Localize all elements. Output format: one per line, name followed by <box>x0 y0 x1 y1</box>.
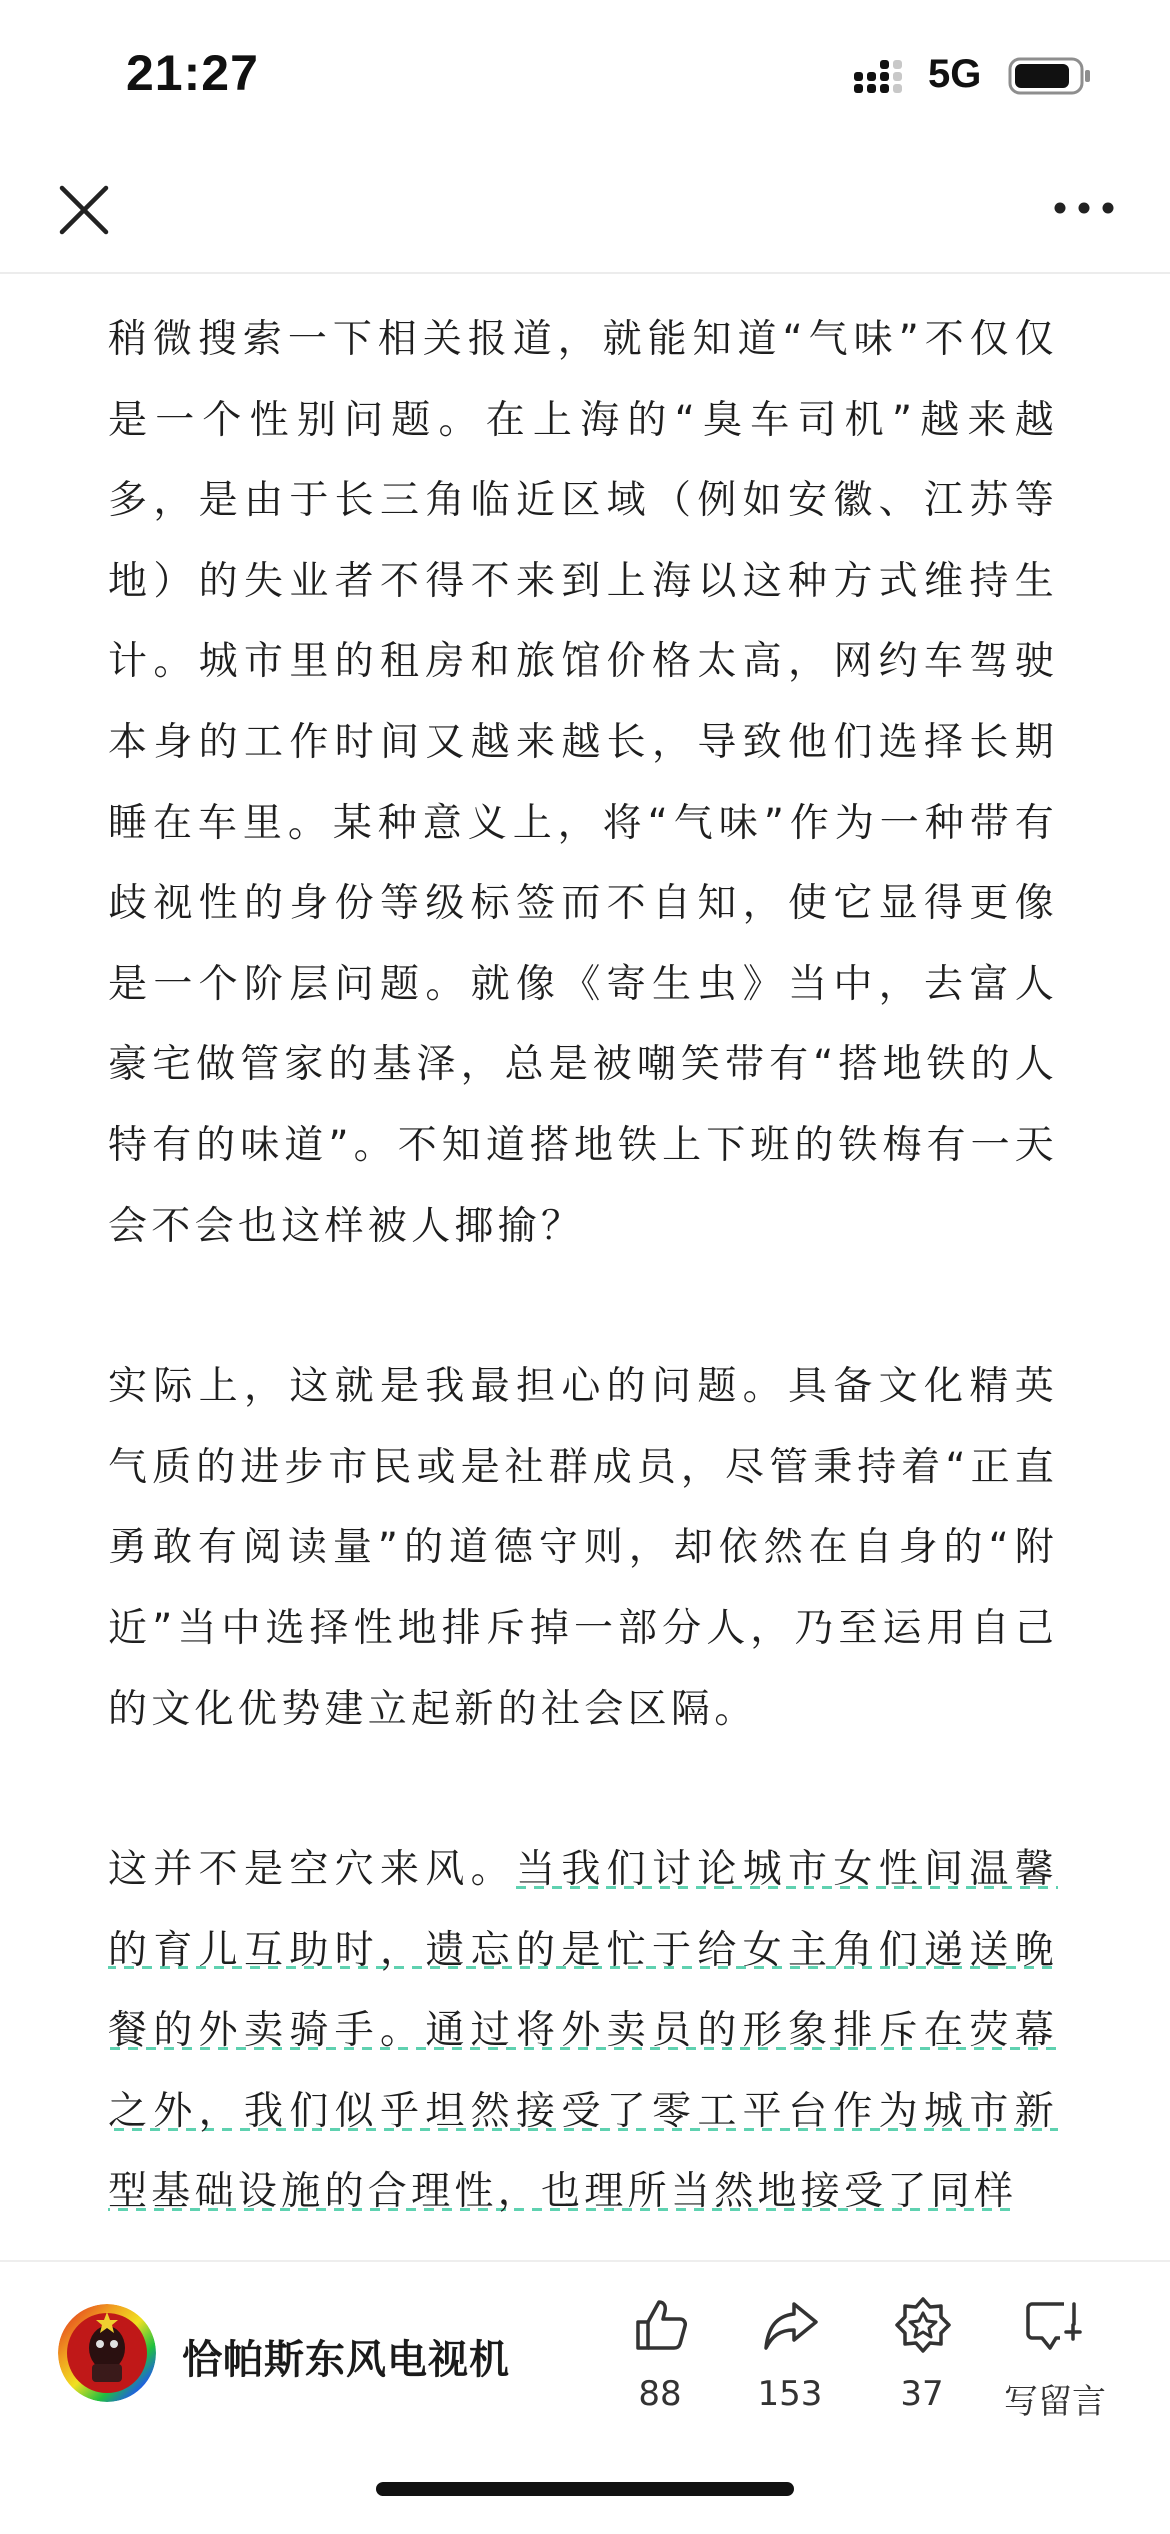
network-label: 5G <box>928 52 982 96</box>
share-count: 153 <box>757 2374 823 2414</box>
article-body <box>108 300 1058 2313</box>
like-button[interactable] <box>600 2296 720 2436</box>
author-name[interactable]: 恰帕斯东风电视机 <box>182 2337 510 2383</box>
thumbs-up-icon <box>632 2296 690 2354</box>
paragraph-3-plain-text: 这并不是空穴来风。 <box>108 1847 517 1893</box>
highlighted-text[interactable]: 当我们讨论城市女性间温馨的育儿互助时，遗忘的是忙于给女主角们递送晚餐的外卖骑手。通过将外卖员的形象排斥在荧幕之外，我们似乎坦然接受了零工平台作为城市新型基础设施的合理性，也理所当然地接受了同样 <box>108 1847 1058 2215</box>
write-comment-label: 写留言 <box>1004 2382 1106 2422</box>
share-button[interactable] <box>730 2296 850 2436</box>
signal-icon <box>852 56 908 96</box>
article-paragraph-3 <box>108 1830 1058 2233</box>
article-paragraph-1: 稍微搜索一下相关报道，就能知道“气味”不仅仅是一个性别问题。在上海的“臭车司机”越来越多，是由于长三角临近区域（例如安徽、江苏等地）的失业者不得不来到上海以这种方式维持生计。城市里的租房和旅馆价格太高，网约车驾驶本身的工作时间又越来越长，导致他们选择长期睡在车里。某种意义上，将“气味”作为一种带有歧视性的身份等级标签而不自知，使它显得更像是一个阶层问题。就像《寄生虫》当中，去富人豪宅做管家的基泽，总是被嘲笑带有“搭地铁的人特有的味道”。不知道搭地铁上下班的铁梅有一天会不会也这样被人揶揄？ <box>108 317 1058 1249</box>
avatar-image <box>58 2304 156 2402</box>
status-time: 21:27 <box>126 45 259 101</box>
recommend-icon <box>894 2296 952 2354</box>
write-comment-button[interactable] <box>992 2296 1118 2436</box>
recommend-button[interactable] <box>862 2296 982 2436</box>
nav-bar <box>0 150 1170 274</box>
more-icon[interactable] <box>1052 194 1116 222</box>
article-paragraph-2: 实际上，这就是我最担心的问题。具备文化精英气质的进步市民或是社群成员，尽管秉持着“正直勇敢有阅读量”的道德守则，却依然在自身的“附近”当中选择性地排斥掉一部分人，乃至运用自己的文化优势建立起新的社会区隔。 <box>108 1364 1058 1732</box>
author-avatar[interactable] <box>58 2304 156 2402</box>
home-indicator[interactable] <box>376 2482 794 2496</box>
battery-icon <box>1008 56 1092 96</box>
recommend-count: 37 <box>900 2374 944 2414</box>
close-icon[interactable] <box>56 182 112 238</box>
like-count: 88 <box>638 2374 682 2414</box>
share-icon <box>762 2296 820 2354</box>
comment-add-icon <box>1024 2296 1082 2354</box>
status-bar <box>0 0 1170 150</box>
